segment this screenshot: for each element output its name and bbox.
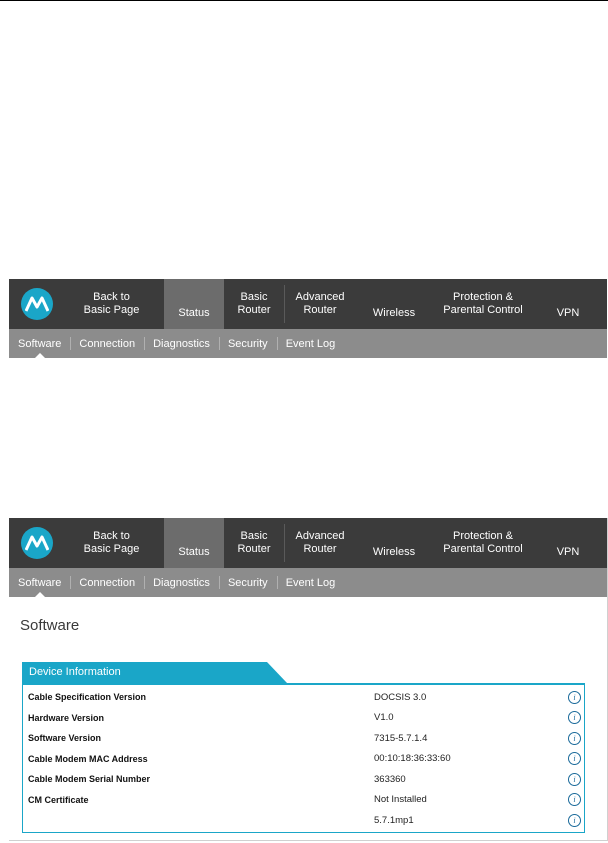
nav-vpn[interactable]	[543, 279, 593, 329]
table-row	[23, 790, 584, 811]
nav-protection-label: Protection & Parental Control	[443, 530, 523, 555]
subnav-security[interactable]	[219, 329, 277, 358]
row-key: Cable Modem Serial Number	[28, 774, 151, 785]
sub-navigation	[9, 329, 607, 358]
nav-basic-router-label: Basic Router	[237, 291, 271, 316]
nav-vpn-label: VPN	[556, 307, 580, 319]
info-icon[interactable]: i	[568, 732, 581, 745]
row-value: 00:10:18:36:33:60	[374, 753, 451, 765]
info-icon[interactable]: i	[568, 691, 581, 704]
nav-wireless[interactable]	[359, 518, 429, 568]
table-row	[23, 749, 584, 770]
nav-back-to-basic[interactable]	[69, 279, 154, 329]
subnav-security-label: Security	[227, 337, 268, 350]
row-key: Hardware Version	[28, 712, 105, 723]
device-information-table	[22, 683, 585, 833]
nav-advanced-router[interactable]	[285, 279, 355, 329]
nav-status-label: Status	[178, 307, 210, 319]
nav-vpn-label: VPN	[556, 546, 580, 558]
nav-protection-label: Protection & Parental Control	[443, 291, 523, 316]
table-row	[23, 810, 584, 831]
subnav-software-label: Software	[18, 576, 62, 589]
nav-advanced-router[interactable]	[285, 518, 355, 568]
subnav-diagnostics[interactable]	[144, 329, 219, 358]
top-rule	[0, 0, 608, 1]
subnav-connection[interactable]	[70, 568, 144, 597]
row-key: CM Certificate	[28, 794, 89, 805]
router-header-preview	[9, 279, 607, 358]
nav-basic-router-label: Basic Router	[237, 530, 271, 555]
nav-status[interactable]	[164, 279, 224, 329]
nav-status-label: Status	[178, 546, 210, 558]
nav-vpn[interactable]	[543, 518, 593, 568]
subnav-diagnostics[interactable]	[144, 568, 219, 597]
info-icon[interactable]: i	[568, 752, 581, 765]
row-value: 7315-5.7.1.4	[374, 732, 428, 744]
subnav-diagnostics-label: Diagnostics	[153, 337, 210, 350]
subnav-software-label: Software	[18, 337, 62, 350]
nav-protection[interactable]	[431, 518, 535, 568]
motorola-logo-icon	[21, 288, 53, 320]
subnav-software[interactable]	[9, 329, 70, 358]
nav-back-label: Back to Basic Page	[83, 530, 140, 555]
row-value: V1.0	[374, 712, 394, 724]
nav-status[interactable]	[164, 518, 224, 568]
subnav-security-label: Security	[227, 576, 268, 589]
subnav-event-log-label: Event Log	[285, 337, 336, 350]
table-row	[23, 687, 584, 708]
top-navigation	[9, 279, 607, 329]
motorola-logo-icon	[21, 527, 53, 559]
row-key: Cable Modem MAC Address	[28, 753, 148, 764]
nav-advanced-router-label: Advanced Router	[295, 530, 345, 555]
nav-protection[interactable]	[431, 279, 535, 329]
nav-wireless-label: Wireless	[372, 546, 416, 558]
section-title: Device Information	[29, 666, 121, 678]
info-icon[interactable]: i	[568, 814, 581, 827]
row-value: 5.7.1mp1	[374, 814, 414, 826]
subnav-connection-label: Connection	[79, 337, 136, 350]
subnav-connection[interactable]	[70, 329, 144, 358]
nav-wireless-label: Wireless	[372, 307, 416, 319]
router-software-page	[9, 518, 608, 841]
subnav-security[interactable]	[219, 568, 277, 597]
table-row	[23, 708, 584, 729]
subnav-event-log-label: Event Log	[285, 576, 336, 589]
table-row	[23, 728, 584, 749]
nav-wireless[interactable]	[359, 279, 429, 329]
info-icon[interactable]: i	[568, 711, 581, 724]
subnav-connection-label: Connection	[79, 576, 136, 589]
subnav-software[interactable]	[9, 568, 70, 597]
nav-back-label: Back to Basic Page	[83, 291, 140, 316]
row-key: Cable Specification Version	[28, 692, 147, 703]
info-icon[interactable]: i	[568, 793, 581, 806]
row-value: 363360	[374, 773, 406, 785]
nav-back-to-basic[interactable]	[69, 518, 154, 568]
sub-navigation	[9, 568, 607, 597]
info-icon[interactable]: i	[568, 773, 581, 786]
row-key: Software Version	[28, 733, 102, 744]
nav-basic-router[interactable]	[224, 518, 284, 568]
nav-basic-router[interactable]	[224, 279, 284, 329]
subnav-event-log[interactable]	[277, 329, 345, 358]
subnav-diagnostics-label: Diagnostics	[153, 576, 210, 589]
page-title: Software	[20, 617, 80, 634]
nav-advanced-router-label: Advanced Router	[295, 291, 345, 316]
table-row	[23, 769, 584, 790]
top-navigation	[9, 518, 607, 568]
row-value: Not Installed	[374, 794, 427, 806]
section-header-device-information	[22, 662, 287, 683]
row-value: DOCSIS 3.0	[374, 691, 427, 703]
subnav-event-log[interactable]	[277, 568, 345, 597]
